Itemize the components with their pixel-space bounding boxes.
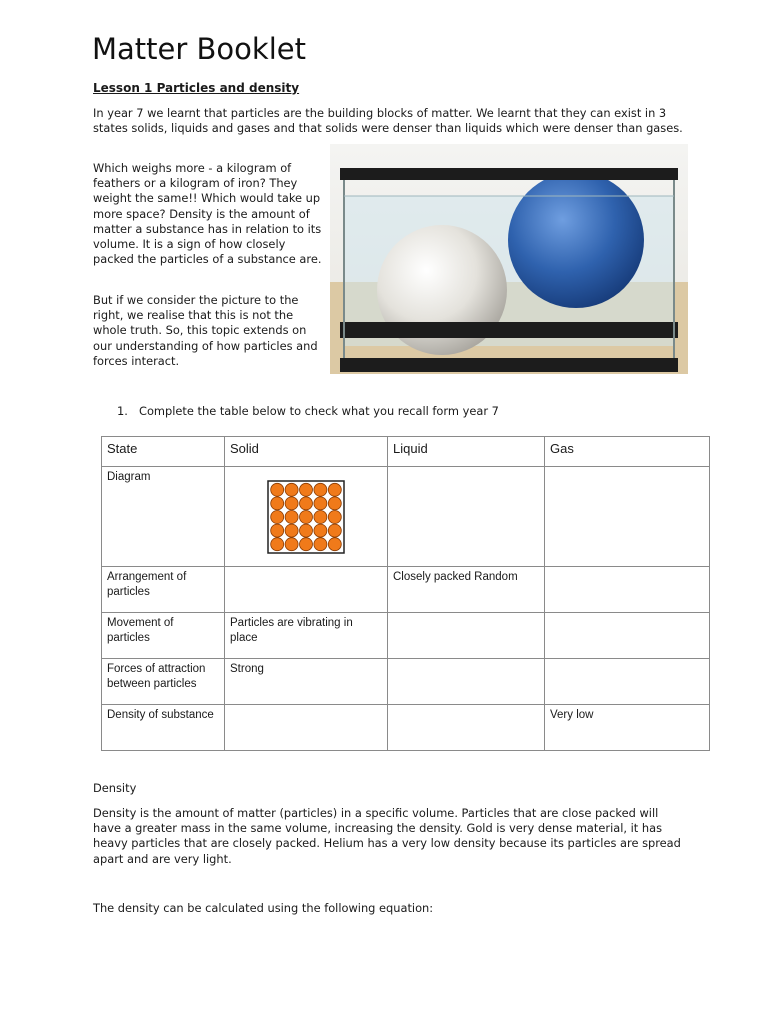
particle xyxy=(271,497,284,510)
particle xyxy=(314,538,327,551)
particle xyxy=(300,511,313,524)
particle xyxy=(285,497,298,510)
gas-diagram-cell[interactable] xyxy=(545,467,710,567)
particle xyxy=(328,497,341,510)
table-cell[interactable] xyxy=(545,613,710,659)
density-heading: Density xyxy=(93,781,137,795)
particle xyxy=(328,511,341,524)
question-1 xyxy=(117,404,499,418)
particle xyxy=(285,524,298,537)
table-header-cell: Liquid xyxy=(388,437,545,467)
particle xyxy=(271,524,284,537)
table-header-cell: Gas xyxy=(545,437,710,467)
table-cell[interactable]: Strong xyxy=(225,659,388,705)
particle xyxy=(314,497,327,510)
particle xyxy=(285,511,298,524)
density-paragraph: Density is the amount of matter (particles) in a specific volume. Particles that are close packed will have a greater mass in the same volume, increasing the density. Gold is very dense material, it has heavy particles that are closely packed. Helium has a very low density because its particles are spread apart and are very light. xyxy=(93,806,681,866)
particle xyxy=(314,524,327,537)
particle xyxy=(285,483,298,496)
particle xyxy=(328,524,341,537)
table-header-cell: Solid xyxy=(225,437,388,467)
solid-particle-diagram xyxy=(267,480,345,554)
table-cell[interactable]: Closely packed Random xyxy=(388,567,545,613)
row-label: Diagram xyxy=(102,467,225,567)
intro-paragraph: In year 7 we learnt that particles are the building blocks of matter. We learnt that they can exist in 3 states solids, liquids and gases and that solids were denser than liquids which were denser than gases. xyxy=(93,106,683,136)
tank-bowling-balls-image xyxy=(330,144,688,374)
table-cell[interactable] xyxy=(388,613,545,659)
particle xyxy=(271,483,284,496)
question-text: Complete the table below to check what you recall form year 7 xyxy=(139,404,499,418)
liquid-diagram-cell[interactable] xyxy=(388,467,545,567)
equation-intro: The density can be calculated using the following equation: xyxy=(93,901,434,915)
row-label: Arrangement of particles xyxy=(102,567,225,613)
picture-paragraph: But if we consider the picture to the right, we realise that this is not the whole truth. So, this topic extends on our understanding of how particles and forces interact. xyxy=(93,293,318,368)
particle xyxy=(285,538,298,551)
table-cell[interactable]: Particles are vibrating in place xyxy=(225,613,388,659)
question-number: 1. xyxy=(117,404,128,418)
particle xyxy=(300,483,313,496)
lesson-heading: Lesson 1 Particles and density xyxy=(93,81,300,95)
table-cell[interactable] xyxy=(388,659,545,705)
table-header-cell: State xyxy=(102,437,225,467)
row-label: Forces of attraction between particles xyxy=(102,659,225,705)
which-weighs-paragraph: Which weighs more - a kilogram of feathers or a kilogram of iron? They weight the same!! Which would take up more space? Density is the amount of matter a substance has in relation to its volume. It is a sign of how closely packed the particles of a substance are. xyxy=(93,161,322,267)
table-cell[interactable] xyxy=(225,567,388,613)
particle xyxy=(300,538,313,551)
table-cell[interactable] xyxy=(545,659,710,705)
page-title: Matter Booklet xyxy=(92,32,306,66)
solid-diagram-cell[interactable] xyxy=(225,467,388,567)
table-cell[interactable] xyxy=(388,705,545,751)
particle xyxy=(300,524,313,537)
particle xyxy=(271,538,284,551)
table-cell[interactable]: Very low xyxy=(545,705,710,751)
states-of-matter-table xyxy=(101,436,710,751)
particle xyxy=(328,538,341,551)
table-row-density xyxy=(102,705,710,751)
particle xyxy=(271,511,284,524)
table-row-diagram xyxy=(102,467,710,567)
particle xyxy=(328,483,341,496)
table-cell[interactable] xyxy=(545,567,710,613)
table-cell[interactable] xyxy=(225,705,388,751)
particle xyxy=(314,511,327,524)
table-row-forces xyxy=(102,659,710,705)
particle xyxy=(300,497,313,510)
row-label: Movement of particles xyxy=(102,613,225,659)
row-label: Density of substance xyxy=(102,705,225,751)
table-header-row xyxy=(102,437,710,467)
table-row-movement xyxy=(102,613,710,659)
table-row-arrangement xyxy=(102,567,710,613)
particle xyxy=(314,483,327,496)
